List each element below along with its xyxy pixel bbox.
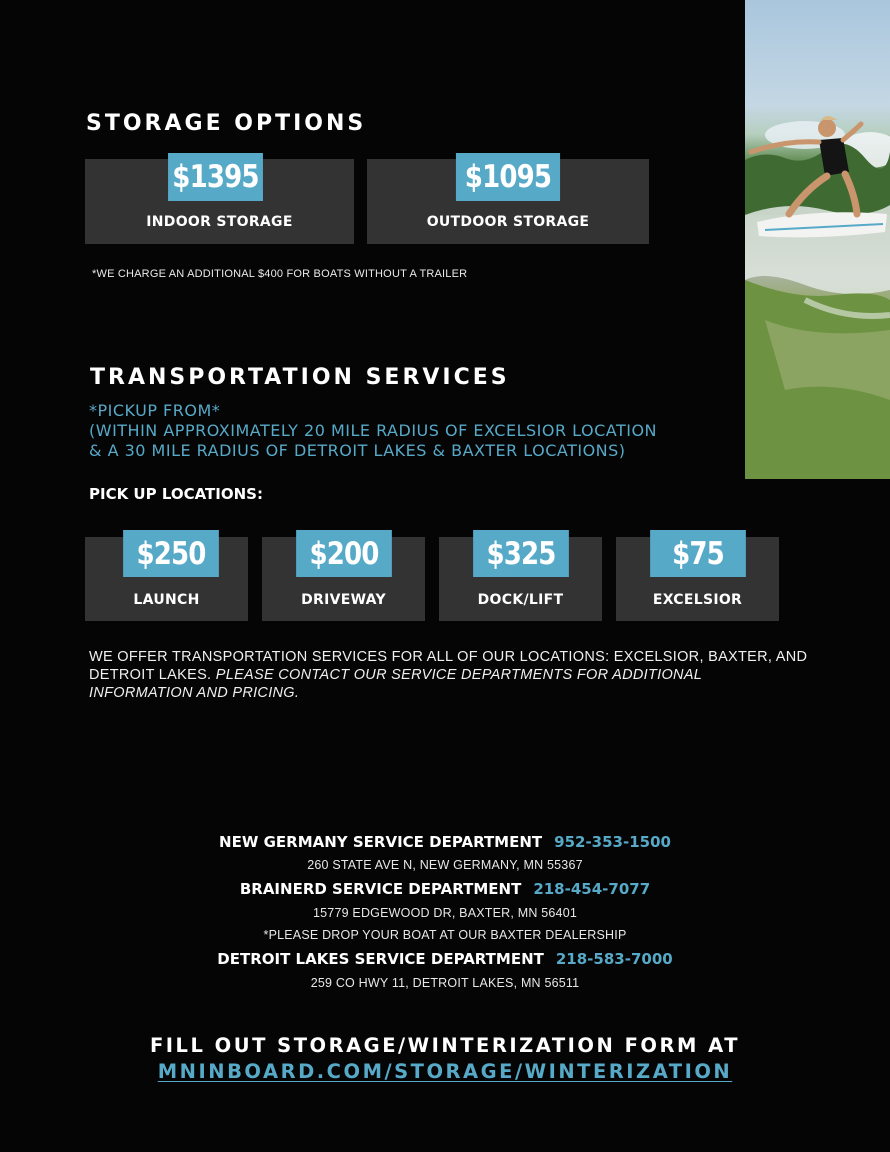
- location-label-excelsior: EXCELSIOR: [652, 592, 743, 608]
- storage-label-indoor: INDOOR STORAGE: [146, 214, 293, 230]
- dept-brainerd-address: 15779 EDGEWOOD DR, BAXTER, MN 56401: [312, 906, 578, 920]
- pickup-line-3: & A 30 MILE RADIUS OF DETROIT LAKES & BAXTER LOCATIONS): [89, 441, 626, 460]
- location-price-excelsior: $75: [650, 530, 746, 577]
- dept-new-germany-phone[interactable]: 952-353-1500: [554, 833, 671, 851]
- dept-brainerd-note: *PLEASE DROP YOUR BOAT AT OUR BAXTER DEALERSHIP: [263, 928, 627, 942]
- cta-line: FILL OUT STORAGE/WINTERIZATION FORM AT: [149, 1034, 741, 1057]
- dept-new-germany-name: NEW GERMANY SERVICE DEPARTMENT: [219, 833, 543, 851]
- dept-detroit-lakes: [0, 950, 890, 968]
- location-price-dock: $325: [473, 530, 569, 577]
- location-label-dock: DOCK/LIFT: [477, 592, 564, 608]
- storage-label-outdoor: OUTDOOR STORAGE: [426, 214, 590, 230]
- location-price-driveway: $200: [296, 530, 392, 577]
- wakesurfer-photo: [745, 0, 890, 479]
- dept-detroit-lakes-phone[interactable]: 218-583-7000: [555, 950, 673, 968]
- dept-brainerd-phone[interactable]: 218-454-7077: [533, 880, 651, 898]
- pickup-line-1: *PICKUP FROM*: [89, 401, 221, 420]
- dept-new-germany-address: 260 STATE AVE N, NEW GERMANY, MN 55367: [307, 858, 583, 872]
- location-price-launch: $250: [123, 530, 219, 577]
- cta-link[interactable]: MNINBOARD.COM/STORAGE/WINTERIZATION: [157, 1060, 733, 1083]
- transport-paragraph-plain: WE OFFER TRANSPORTATION SERVICES FOR ALL OF OUR LOCATIONS: EXCELSIOR, BAXTER, AND DETROIT LAKES.: [89, 649, 808, 683]
- dept-brainerd: [0, 880, 890, 898]
- dept-detroit-lakes-name: DETROIT LAKES SERVICE DEPARTMENT: [217, 950, 544, 968]
- dept-new-germany: [0, 833, 890, 851]
- storage-price-outdoor: $1095: [456, 153, 560, 201]
- dept-brainerd-name: BRAINERD SERVICE DEPARTMENT: [239, 880, 522, 898]
- transport-heading: TRANSPORTATION SERVICES: [90, 365, 510, 390]
- storage-heading: STORAGE OPTIONS: [86, 111, 367, 136]
- transport-paragraph: [89, 648, 809, 702]
- pickup-radius-text: [89, 401, 729, 461]
- cta-link-wrap: [0, 1060, 890, 1083]
- pickup-locations-heading: PICK UP LOCATIONS:: [89, 485, 263, 503]
- wakesurfer-illustration: [745, 0, 890, 479]
- dept-detroit-lakes-address: 259 CO HWY 11, DETROIT LAKES, MN 56511: [310, 976, 580, 990]
- location-label-driveway: DRIVEWAY: [301, 592, 386, 608]
- storage-price-indoor: $1395: [168, 153, 263, 201]
- location-label-launch: LAUNCH: [133, 592, 200, 608]
- transport-paragraph-italic: PLEASE CONTACT OUR SERVICE DEPARTMENTS FOR ADDITIONAL INFORMATION AND PRICING.: [89, 667, 702, 701]
- pickup-line-2: (WITHIN APPROXIMATELY 20 MILE RADIUS OF EXCELSIOR LOCATION: [89, 421, 658, 440]
- trailer-note: *WE CHARGE AN ADDITIONAL $400 FOR BOATS WITHOUT A TRAILER: [92, 268, 468, 280]
